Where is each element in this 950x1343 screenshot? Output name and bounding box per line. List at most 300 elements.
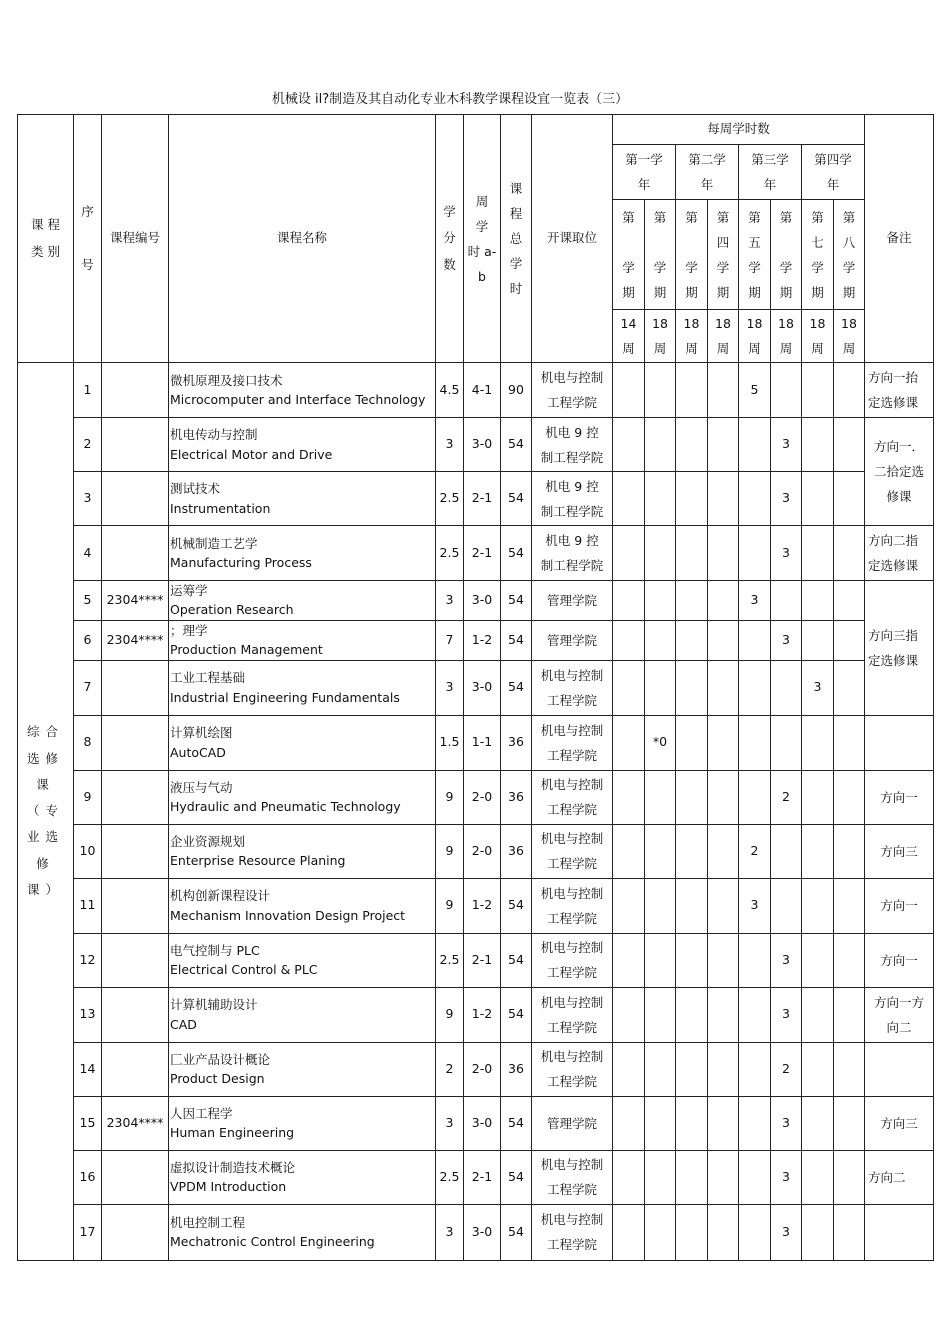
category-cell: 综合选修课（专业选修课） [18,363,74,1261]
header-weekly: 周 学 时 a- b [464,115,501,363]
table-row [18,660,934,715]
total-hours-cell: 54 [501,418,532,472]
course-name-cn: 运筹学 [170,583,208,598]
semester-7-cell [802,1204,834,1260]
semester-6-cell [771,581,802,621]
seq-cell: 8 [74,715,102,770]
dept-cell: 机电 9 控制工程学院 [532,418,613,472]
semester-4-cell [708,1096,739,1150]
weekly-hours-cell: 3-0 [464,660,501,715]
header-name: 课程名称 [169,115,436,363]
credits-cell: 3 [436,418,464,472]
weekly-hours-cell: 3-0 [464,1204,501,1260]
table-row [18,987,934,1042]
course-name-cn: 电气控制与 PLC [170,942,260,958]
credits-cell: 2.5 [436,472,464,526]
table-row [18,1150,934,1204]
code-cell [102,526,169,581]
semester-6-cell: 3 [771,526,802,581]
header-weeks-8: 18 周 [834,310,865,363]
course-name-en: Electrical Control & PLC [170,962,318,977]
course-name-cn: 匚业产品设计概论 [170,1051,271,1067]
seq-cell: 4 [74,526,102,581]
remarks-cell: 方向二指定选修课 [865,526,934,581]
weekly-hours-cell: 3-0 [464,418,501,472]
code-cell: 2304**** [102,620,169,660]
dept-cell: 管理学院 [532,581,613,621]
header-weeks-6: 18 周 [771,310,802,363]
total-hours-cell: 54 [501,1096,532,1150]
semester-2-cell [645,620,676,660]
course-name-cell [169,715,436,770]
remarks-cell [865,1042,934,1096]
dept-cell: 机电与控制工程学院 [532,933,613,987]
semester-8-cell [834,620,865,660]
course-name-cell [169,526,436,581]
code-cell [102,770,169,824]
dept-cell: 机电与控制工程学院 [532,824,613,878]
table-row [18,526,934,581]
header-sem-1: 第 学 期 [613,200,645,310]
remarks-cell: 方向一．二拾定选修课 [865,418,934,526]
code-cell: 2304**** [102,581,169,621]
course-name-cn: 机械制造工艺学 [170,535,258,551]
seq-cell: 3 [74,472,102,526]
semester-8-cell [834,1042,865,1096]
total-hours-cell: 54 [501,620,532,660]
table-row [18,620,934,660]
semester-5-cell [739,1042,771,1096]
table-row [18,472,934,526]
semester-7-cell [802,933,834,987]
semester-5-cell [739,526,771,581]
course-name-cell [169,581,436,621]
semester-3-cell [676,1096,708,1150]
seq-cell: 1 [74,363,102,418]
dept-cell: 机电与控制工程学院 [532,1204,613,1260]
semester-1-cell [613,770,645,824]
course-name-en: Manufacturing Process [170,555,312,570]
semester-1-cell [613,363,645,418]
weekly-hours-cell: 1-2 [464,878,501,933]
course-name-en: CAD [170,1016,197,1032]
semester-5-cell [739,770,771,824]
credits-cell: 9 [436,987,464,1042]
semester-7-cell [802,526,834,581]
remarks-cell: 方向一 [865,770,934,824]
course-name-cn: 人因工程学 [170,1105,233,1121]
total-hours-cell: 54 [501,581,532,621]
semester-7-cell [802,824,834,878]
dept-cell: 机电与控制工程学院 [532,1150,613,1204]
semester-8-cell [834,581,865,621]
course-name-cn: 工业工程基础 [170,670,246,686]
course-name-cn: 机构创新课程设计 [170,888,271,904]
header-weeks-5: 18 周 [739,310,771,363]
semester-3-cell [676,581,708,621]
weekly-hours-cell: 2-1 [464,472,501,526]
total-hours-cell: 54 [501,1150,532,1204]
semester-1-cell [613,418,645,472]
header-weeks-1: 14 周 [613,310,645,363]
semester-3-cell [676,620,708,660]
semester-6-cell: 3 [771,1204,802,1260]
course-name-cn: 机电传动与控制 [170,427,258,443]
course-name-cell [169,933,436,987]
semester-2-cell [645,363,676,418]
semester-7-cell [802,1096,834,1150]
semester-2-cell [645,660,676,715]
seq-cell: 15 [74,1096,102,1150]
course-name-en: Industrial Engineering Fundamentals [170,689,400,705]
semester-6-cell: 2 [771,1042,802,1096]
code-cell [102,824,169,878]
semester-4-cell [708,770,739,824]
course-name-en: Electrical Motor and Drive [170,446,333,462]
semester-6-cell [771,824,802,878]
credits-cell: 3 [436,1096,464,1150]
table-row [18,933,934,987]
course-name-cell [169,620,436,660]
dept-cell: 机电 9 控制工程学院 [532,472,613,526]
semester-2-cell [645,1042,676,1096]
semester-2-cell [645,933,676,987]
semester-2-cell [645,418,676,472]
semester-4-cell [708,1150,739,1204]
course-name-en: Enterprise Resource Planing [170,853,346,868]
semester-5-cell: 5 [739,363,771,418]
semester-3-cell [676,1204,708,1260]
course-name-cell [169,363,436,418]
course-name-cell [169,1096,436,1150]
semester-7-cell [802,715,834,770]
remarks-cell: 方向一方向二 [865,987,934,1042]
semester-7-cell [802,878,834,933]
header-sem-2: 第 学 期 [645,200,676,310]
semester-7-cell [802,1150,834,1204]
header-weeks-3: 18 周 [676,310,708,363]
total-hours-cell: 36 [501,770,532,824]
course-name-cn: 液压与气动 [170,779,233,795]
weekly-hours-cell: 2-0 [464,1042,501,1096]
semester-4-cell [708,660,739,715]
semester-4-cell [708,987,739,1042]
header-year-2: 第二学 年 [676,145,739,200]
remarks-cell [865,715,934,770]
semester-3-cell [676,933,708,987]
seq-cell: 13 [74,987,102,1042]
semester-2-cell [645,1204,676,1260]
seq-cell: 14 [74,1042,102,1096]
semester-4-cell [708,715,739,770]
semester-5-cell [739,472,771,526]
seq-cell: 16 [74,1150,102,1204]
remarks-cell: 方向三 [865,824,934,878]
code-cell [102,1204,169,1260]
code-cell [102,363,169,418]
semester-8-cell [834,933,865,987]
course-name-cell [169,472,436,526]
semester-6-cell: 2 [771,770,802,824]
credits-cell: 3 [436,1204,464,1260]
code-cell [102,715,169,770]
semester-2-cell [645,581,676,621]
semester-8-cell [834,1150,865,1204]
semester-2-cell [645,526,676,581]
semester-1-cell [613,472,645,526]
semester-8-cell [834,418,865,472]
header-weeks-7: 18 周 [802,310,834,363]
semester-8-cell [834,715,865,770]
semester-3-cell [676,878,708,933]
course-name-cell [169,1150,436,1204]
code-cell [102,1150,169,1204]
semester-7-cell [802,363,834,418]
header-sem-5: 第 五 学 期 [739,200,771,310]
semester-4-cell [708,1042,739,1096]
semester-7-cell [802,987,834,1042]
semester-2-cell: *0 [645,715,676,770]
credits-cell: 7 [436,620,464,660]
semester-4-cell [708,581,739,621]
semester-1-cell [613,581,645,621]
weekly-hours-cell: 2-0 [464,770,501,824]
total-hours-cell: 54 [501,1204,532,1260]
table-row [18,824,934,878]
header-remarks: 备注 [865,115,934,363]
seq-cell: 5 [74,581,102,621]
dept-cell: 机电与控制工程学院 [532,987,613,1042]
course-name-cn: 机电控制工程 [170,1214,246,1230]
semester-1-cell [613,526,645,581]
semester-7-cell [802,418,834,472]
seq-cell: 2 [74,418,102,472]
weekly-hours-cell: 1-1 [464,715,501,770]
course-name-cn: 微机原理及接口技术 [170,372,283,388]
header-sem-8: 第 八 学 期 [834,200,865,310]
dept-cell: 机电与控制工程学院 [532,660,613,715]
semester-1-cell [613,933,645,987]
semester-6-cell: 3 [771,1096,802,1150]
semester-5-cell [739,1096,771,1150]
semester-3-cell [676,770,708,824]
semester-7-cell [802,472,834,526]
semester-6-cell: 3 [771,418,802,472]
dept-cell: 管理学院 [532,1096,613,1150]
semester-4-cell [708,1204,739,1260]
course-name-cell [169,660,436,715]
course-name-cell [169,1204,436,1260]
code-cell [102,987,169,1042]
table-row [18,878,934,933]
header-sem-7: 第 七 学 期 [802,200,834,310]
code-cell [102,878,169,933]
semester-6-cell: 3 [771,933,802,987]
remarks-cell: 方向三 [865,1096,934,1150]
total-hours-cell: 36 [501,1042,532,1096]
semester-8-cell [834,1096,865,1150]
course-name-en: Microcomputer and Interface Technology [170,392,426,407]
semester-5-cell [739,418,771,472]
credits-cell: 3 [436,660,464,715]
table-row [18,1042,934,1096]
remarks-cell: 方向二 [865,1150,934,1204]
header-sem-6: 第 学 期 [771,200,802,310]
semester-8-cell [834,770,865,824]
semester-8-cell [834,824,865,878]
header-credits: 学 分 数 [436,115,464,363]
semester-6-cell [771,660,802,715]
dept-cell: 机电与控制工程学院 [532,1042,613,1096]
semester-6-cell [771,715,802,770]
course-name-en: Product Design [170,1071,265,1086]
semester-6-cell [771,878,802,933]
header-sem-4: 第 四 学 期 [708,200,739,310]
seq-cell: 12 [74,933,102,987]
credits-cell: 1.5 [436,715,464,770]
semester-6-cell: 3 [771,987,802,1042]
dept-cell: 机电与控制工程学院 [532,770,613,824]
code-cell: 2304**** [102,1096,169,1150]
total-hours-cell: 36 [501,715,532,770]
seq-cell: 7 [74,660,102,715]
semester-1-cell [613,1042,645,1096]
semester-5-cell [739,1204,771,1260]
course-name-cn: 计算机绘图 [170,725,233,741]
table-row [18,1096,934,1150]
dept-cell: 管理学院 [532,620,613,660]
semester-2-cell [645,1096,676,1150]
semester-8-cell [834,363,865,418]
table-row [18,418,934,472]
semester-2-cell [645,878,676,933]
header-weeks-4: 18 周 [708,310,739,363]
semester-5-cell [739,1150,771,1204]
semester-4-cell [708,878,739,933]
semester-4-cell [708,620,739,660]
course-name-en: Operation Research [170,602,294,618]
total-hours-cell: 54 [501,987,532,1042]
remarks-cell: 方向一 [865,878,934,933]
semester-5-cell: 3 [739,878,771,933]
course-name-cn: 测试技术 [170,481,221,497]
course-name-cell [169,824,436,878]
course-name-en: Mechanism Innovation Design Project [170,907,406,923]
semester-3-cell [676,363,708,418]
course-name-cn: 虚拟设计制造技术概论 [170,1159,296,1175]
semester-2-cell [645,1150,676,1204]
semester-5-cell [739,987,771,1042]
seq-cell: 10 [74,824,102,878]
remarks-cell [865,1204,934,1260]
semester-7-cell: 3 [802,660,834,715]
semester-1-cell [613,620,645,660]
weekly-hours-cell: 2-1 [464,1150,501,1204]
semester-2-cell [645,824,676,878]
semester-4-cell [708,933,739,987]
course-name-en: AutoCAD [170,744,226,760]
semester-3-cell [676,660,708,715]
credits-cell: 9 [436,824,464,878]
table-row [18,581,934,621]
seq-cell: 17 [74,1204,102,1260]
credits-cell: 3 [436,581,464,621]
header-weeks-2: 18 周 [645,310,676,363]
total-hours-cell: 54 [501,660,532,715]
header-total-hours: 课 程 总 学 时 [501,115,532,363]
course-name-en: Instrumentation [170,500,271,516]
semester-1-cell [613,1150,645,1204]
total-hours-cell: 36 [501,824,532,878]
semester-3-cell [676,1042,708,1096]
semester-3-cell [676,526,708,581]
header-year-3: 第三学 年 [739,145,802,200]
semester-4-cell [708,363,739,418]
weekly-hours-cell: 4-1 [464,363,501,418]
semester-2-cell [645,770,676,824]
course-name-cell [169,770,436,824]
total-hours-cell: 90 [501,363,532,418]
credits-cell: 2.5 [436,933,464,987]
semester-4-cell [708,418,739,472]
semester-5-cell: 3 [739,581,771,621]
code-cell [102,472,169,526]
semester-1-cell [613,660,645,715]
weekly-hours-cell: 2-1 [464,933,501,987]
credits-cell: 9 [436,878,464,933]
semester-8-cell [834,1204,865,1260]
semester-5-cell [739,620,771,660]
table-row [18,715,934,770]
weekly-hours-cell: 1-2 [464,620,501,660]
seq-cell: 6 [74,620,102,660]
credits-cell: 2 [436,1042,464,1096]
seq-cell: 11 [74,878,102,933]
code-cell [102,1042,169,1096]
course-name-cell [169,1042,436,1096]
course-name-cell [169,987,436,1042]
course-table [17,114,934,1261]
total-hours-cell: 54 [501,526,532,581]
credits-cell: 2.5 [436,1150,464,1204]
semester-4-cell [708,472,739,526]
semester-3-cell [676,418,708,472]
weekly-hours-cell: 1-2 [464,987,501,1042]
course-name-en: Production Management [170,642,323,658]
course-name-en: Human Engineering [170,1125,295,1140]
credits-cell: 9 [436,770,464,824]
semester-4-cell [708,526,739,581]
semester-3-cell [676,987,708,1042]
semester-7-cell [802,620,834,660]
course-name-cell [169,878,436,933]
semester-1-cell [613,987,645,1042]
total-hours-cell: 54 [501,878,532,933]
header-code: 课程编号 [102,115,169,363]
course-name-en: Hydraulic and Pneumatic Technology [170,799,401,814]
semester-7-cell [802,581,834,621]
credits-cell: 4.5 [436,363,464,418]
seq-cell: 9 [74,770,102,824]
semester-5-cell [739,715,771,770]
header-year-4: 第四学 年 [802,145,865,200]
course-name-en: Mechatronic Control Engineering [170,1234,375,1249]
page-title: 机械设 il?制造及其自动化专业木科教学课程设宜一览表（三） [271,92,629,107]
semester-3-cell [676,1150,708,1204]
header-dept: 开课取位 [532,115,613,363]
semester-2-cell [645,472,676,526]
semester-8-cell [834,660,865,715]
